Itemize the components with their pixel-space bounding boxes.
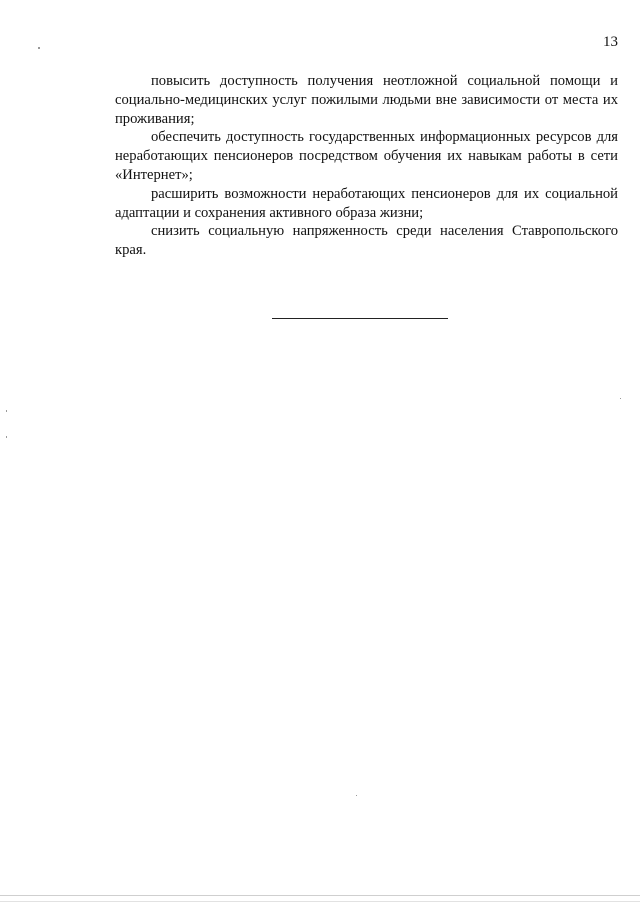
scan-speck (6, 410, 7, 412)
end-separator-line (272, 318, 448, 319)
scan-bottom-edge-line (0, 895, 640, 896)
paragraph-4: снизить социальную напряженность среди населения Ставропольского края. (115, 223, 618, 259)
document-body (115, 72, 618, 260)
paragraph-1: повысить доступность получения неотложной социальной помощи и социально-медицинских услуг пожилыми людьми вне зависимости от места их проживания; (115, 73, 618, 127)
page-number: 13 (603, 34, 618, 50)
scan-speck (6, 436, 7, 438)
scan-speck (356, 795, 357, 796)
scan-speck (38, 47, 40, 49)
scan-speck (620, 398, 621, 399)
paragraph-3: расширить возможности неработающих пенсионеров для их социальной адаптации и сохранения активного образа жизни; (115, 185, 618, 221)
scan-bottom-edge-line (0, 901, 640, 902)
paragraph-2: обеспечить доступность государственных информационных ресурсов для неработающих пенсионеров посредством обучения их навыкам работы в сети «Интернет»; (115, 129, 618, 183)
